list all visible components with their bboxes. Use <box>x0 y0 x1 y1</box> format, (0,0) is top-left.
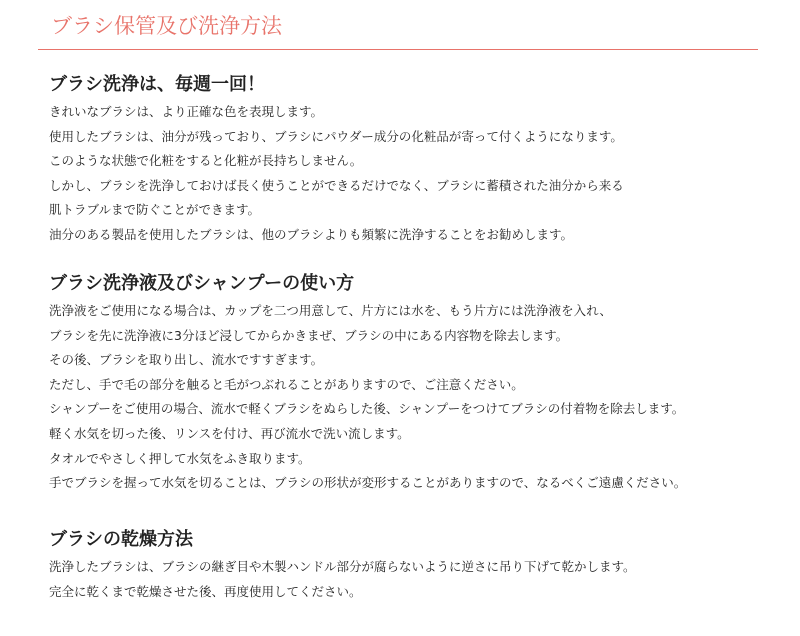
paragraph-line: その後、ブラシを取り出し、流水ですすぎます。 <box>49 352 324 368</box>
paragraph-line: タオルでやさしく押して水気をふき取ります。 <box>49 450 311 466</box>
section-drying-method <box>49 528 769 604</box>
paragraph-line: しかし、ブラシを洗浄しておけば長く使うことができるだけでなく、ブラシに蓄積された油分から来る <box>49 177 624 193</box>
paragraph-line: このような状態で化粧をすると化粧が長持ちしません。 <box>49 153 363 169</box>
section-heading: ブラシ洗浄液及びシャンプーの使い方 <box>49 273 355 294</box>
paragraph-line: シャンプーをご使用の場合、流水で軽くブラシをぬらした後、シャンプーをつけてブラシの付着物を除去します。 <box>49 401 685 417</box>
paragraph-line: 肌トラブルまで防ぐことができます。 <box>49 202 261 218</box>
paragraph-line: きれいなブラシは、より正確な色を表現します。 <box>49 104 324 119</box>
section-body <box>49 100 769 248</box>
page-title: ブラシ保管及び洗浄方法 <box>51 14 282 38</box>
paragraph-line: 油分のある製品を使用したブラシは、他のブラシよりも頻繁に洗浄することをお勧めします。 <box>49 226 574 242</box>
section-heading: ブラシの乾燥方法 <box>49 529 193 550</box>
section-heading: ブラシ洗浄は、毎週一回！ <box>49 74 265 95</box>
section-body <box>49 555 769 604</box>
paragraph-line: 使用したブラシは、油分が残っており、ブラシにパウダー成分の化粧品が寄って付くようになります。 <box>49 128 623 144</box>
paragraph-line: ブラシを先に洗浄液に3分ほど浸してからかきまぜ、ブラシの中にある内容物を除去します。 <box>49 327 569 343</box>
paragraph-line: 軽く水気を切った後、リンスを付け、再び流水で洗い流します。 <box>49 425 410 441</box>
paragraph-line: 洗浄したブラシは、ブラシの継ぎ目や木製ハンドル部分が腐らないように逆さに吊り下げて乾かします。 <box>49 559 636 574</box>
title-divider <box>38 49 758 50</box>
paragraph-line: 洗浄液をご使用になる場合は、カップを二つ用意して、片方には水を、もう片方には洗浄液を入れ、 <box>49 303 612 318</box>
section-weekly-cleaning <box>49 73 769 248</box>
paragraph-line: 手でブラシを握って水気を切ることは、ブラシの形状が変形することがありますので、なるべくご遠慮ください。 <box>49 475 687 491</box>
paragraph-line: 完全に乾くまで乾燥させた後、再度使用してください。 <box>49 583 362 599</box>
section-cleaner-and-shampoo <box>49 272 769 496</box>
paragraph-line: ただし、手で毛の部分を触ると毛がつぶれることがありますので、ご注意ください。 <box>49 376 524 392</box>
section-body <box>49 299 769 496</box>
